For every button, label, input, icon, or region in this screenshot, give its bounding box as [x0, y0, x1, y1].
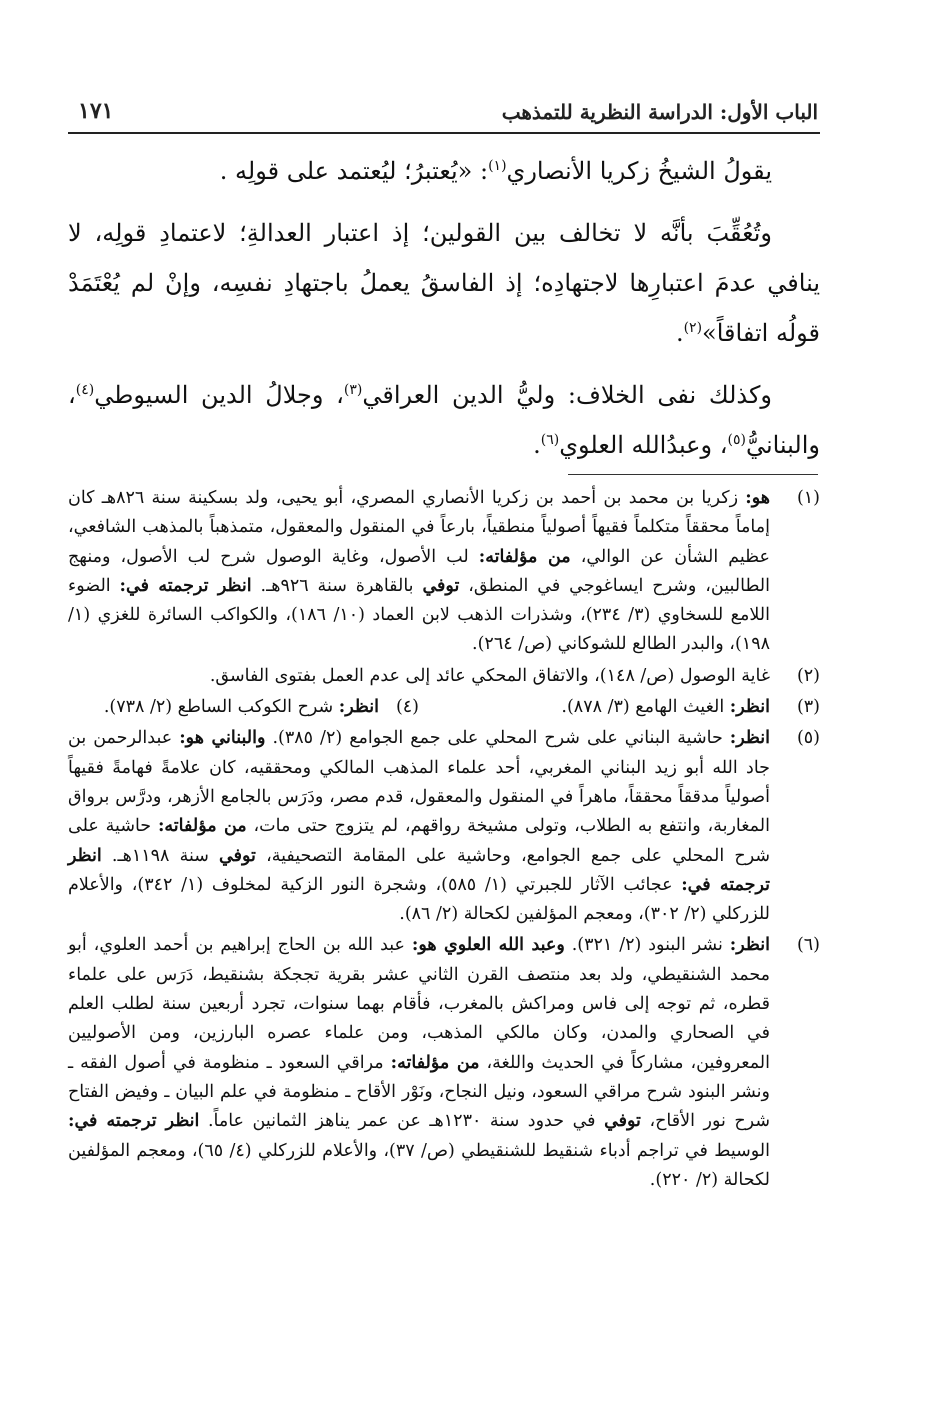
- paragraph-3: وكذلك نفى الخلاف: وليُّ الدين العراقي$^{(٣)}$، وجلالُ الدين السيوطي$^{(٤)}$، والبنانيُّ$^{(٥)}$، وعبدُالله العلوي$^{(٦)}$.: [68, 381, 820, 459]
- header-rule: [68, 132, 820, 134]
- main-text: [68, 146, 820, 482]
- footnote-3-4: [68, 693, 820, 722]
- footnote-number: (٤): [395, 697, 419, 718]
- footnote-separator: [568, 474, 818, 475]
- footnote-ref-3[interactable]: (٣): [343, 382, 363, 398]
- page-number: ١٧١: [78, 98, 114, 124]
- footnote-text: [68, 693, 770, 722]
- chapter-title: الباب الأول: الدراسة النظرية للتمذهب: [501, 100, 818, 124]
- footnote-text: انظر: نشر البنود (٢/ ٣٢١). وعبد الله العلوي هو: عبد الله بن الحاج إبراهيم بن أحمد العلوي، أبو محمد الشنقيطي، ولد بعد منتصف القرن الثاني عشر بقرية تججكة بشنقيط، دَرَس على علماء قطره، ثم توجه إلى فاس ومراكش بالمغرب، فأقام بهما سنوات، تجرد أربعين سنة لطلب العلم في الصحاري والمدن، وكان مالكي المذهب، ومن علماء عصره البارزين، ومن الأصوليين المعروفين، مشاركاً في الحديث واللغة، من مؤلفاته: مراقي السعود ـ منظومة في أصول الفقه ـ ونشر البنود شرح مراقي السعود، ونيل النجاح، ونَوْر الأقاح ـ منظومة في علم البيان ـ وفيض الفتاح شرح نور الأقاح، توفي في حدود سنة ١٢٣٠هـ عن عمر يناهز الثمانين عاماً. انظر ترجمته في: الوسيط في تراجم أدباء شنقيط للشنقيطي (ص/ ٣٧)، والأعلام للزركلي (٤/ ٦٥)، ومعجم المؤلفين لكحالة (٢/ ٢٢٠).: [68, 935, 771, 1190]
- footnote-text: هو: زكريا بن محمد بن أحمد بن زكريا الأنصاري المصري، أبو يحيى، ولد بسكينة سنة ٨٢٦هـ كان إماماً محققاً متكلماً فقيهاً أصولياً منطقياً، بارعاً في المنقول والمعقول، متمذهباً بالمذهب الشافعي، عظيم الشأن عن الوالي، من مؤلفاته: لب الأصول، وغاية الوصول شرح لب الأصول، ومنهج الطالبين، وشرح ايساغوجي في المنطق، توفي بالقاهرة سنة ٩٢٦هـ. انظر ترجمته في: الضوء اللامع للسخاوي (٣/ ٢٣٤)، وشذرات الذهب لابن العماد (١٠/ ١٨٦)، والكواكب السائرة للغزي (١/ ١٩٨)، والبدر الطالع للشوكاني (ص/ ٢٦٤).: [68, 488, 771, 655]
- paragraph-2: وتُعُقِّبَ بأنَّه لا تخالف بين القولين؛ إذ اعتبار العدالةِ؛ لاعتمادِ قولِه، لا ينافي عدمَ اعتبارِها لاجتهادِه؛ إذ الفاسقُ يعملُ باجتهادِ نفسِه، وإنْ لم يُعْتَمَدْ قولُه اتفاقاً»$^{(٢)}$.: [68, 219, 820, 347]
- footnote-1: [68, 484, 820, 660]
- footnote-text: انظر: حاشية البناني على شرح المحلي على جمع الجوامع (٢/ ٣٨٥). والبناني هو: عبدالرحمن بن جاد الله أبو زيد البناني المغربي، أحد علماء المذهب المالكي ومحققيه، كان علامةً فهامةً فقيهاً أصولياً مدققاً محققاً، ماهراً في المنقول والمعقول، قدم مصر، ودَرَس بالجامع الأزهر، ودرَّس برواق المغاربة، وانتفع به الطلاب، وتولى مشيخة رواقهم، لم يتزوج حتى مات، من مؤلفاته: حاشية على شرح المحلي على جمع الجوامع، وحاشية على المقامة التصحيفية، توفي سنة ١١٩٨هـ. انظر ترجمته في: عجائب الآثار للجبرتي (١/ ٥٨٥)، وشجرة النور الزكية لمخلوف (١/ ٣٤٢)، والأعلام للزركلي (٢/ ٣٠٢)، ومعجم المؤلفين لكحالة (٢/ ٨٦).: [68, 728, 771, 925]
- paragraph-1: يقولُ الشيخُ زكريا الأنصاري$^{(١)}$: «يُعتبرُ؛ ليُعتمد على قولِه .: [219, 157, 772, 185]
- footnote-ref-6[interactable]: (٦): [540, 432, 560, 448]
- footnote-6: [68, 931, 820, 1195]
- footnote-3-text: انظر: الغيث الهامع (٣/ ٨٧٨).: [561, 697, 770, 718]
- footnote-4-text: (٤)انظر: شرح الكوكب الساطع (٢/ ٧٣٨).: [68, 693, 419, 722]
- footnote-5: [68, 724, 820, 929]
- footnote-number: (٥): [796, 728, 820, 749]
- footnote-text: غاية الوصول (ص/ ١٤٨)، والاتفاق المحكي عائد إلى عدم العمل بفتوى الفاسق.: [209, 665, 770, 686]
- footnote-number: (٣): [796, 697, 820, 718]
- footnote-number: (١): [796, 488, 820, 508]
- footnote-ref-5[interactable]: (٥): [727, 432, 746, 448]
- footnote-number: (٦): [796, 935, 820, 956]
- footnote-ref-4[interactable]: (٤): [75, 382, 95, 398]
- footnote-2: [68, 662, 820, 691]
- running-header: [68, 96, 818, 136]
- footnote-ref-1[interactable]: (١): [488, 158, 507, 174]
- footnotes: [68, 484, 820, 1197]
- footnote-number: (٢): [796, 665, 820, 686]
- footnote-ref-2[interactable]: (٢): [683, 320, 703, 336]
